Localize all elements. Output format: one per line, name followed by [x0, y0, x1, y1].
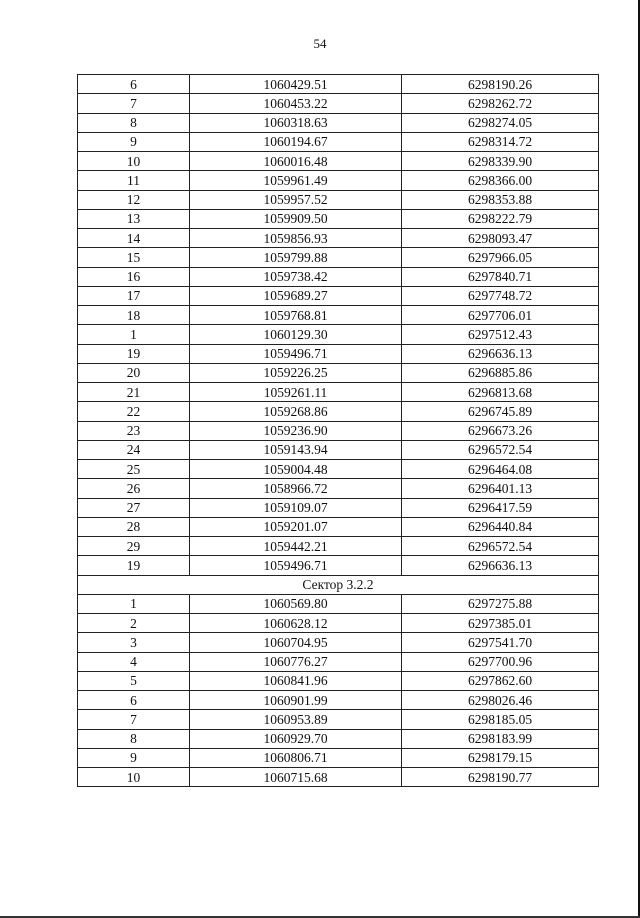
- point-number-cell: 22: [78, 402, 190, 421]
- table-row: [78, 479, 599, 498]
- point-number-cell: 1: [78, 325, 190, 344]
- table-row: [78, 460, 599, 479]
- table-row: [78, 229, 599, 248]
- section-title: Сектор 3.2.2: [78, 575, 599, 594]
- x-coordinate-cell: 1060628.12: [190, 614, 402, 633]
- x-coordinate-cell: 1060806.71: [190, 748, 402, 767]
- point-number-cell: 28: [78, 517, 190, 536]
- x-coordinate-cell: 1059957.52: [190, 190, 402, 209]
- table-row: [78, 691, 599, 710]
- x-coordinate-cell: 1060715.68: [190, 768, 402, 787]
- y-coordinate-cell: 6298093.47: [402, 229, 599, 248]
- y-coordinate-cell: 6297966.05: [402, 248, 599, 267]
- y-coordinate-cell: 6296673.26: [402, 421, 599, 440]
- table-row: [78, 267, 599, 286]
- point-number-cell: 1: [78, 594, 190, 613]
- point-number-cell: 17: [78, 286, 190, 305]
- point-number-cell: 3: [78, 633, 190, 652]
- y-coordinate-cell: 6298026.46: [402, 691, 599, 710]
- x-coordinate-cell: 1059856.93: [190, 229, 402, 248]
- y-coordinate-cell: 6296636.13: [402, 556, 599, 575]
- y-coordinate-cell: 6297862.60: [402, 671, 599, 690]
- x-coordinate-cell: 1059004.48: [190, 460, 402, 479]
- y-coordinate-cell: 6298179.15: [402, 748, 599, 767]
- x-coordinate-cell: 1059226.25: [190, 363, 402, 382]
- y-coordinate-cell: 6296440.84: [402, 517, 599, 536]
- y-coordinate-cell: 6296417.59: [402, 498, 599, 517]
- x-coordinate-cell: 1058966.72: [190, 479, 402, 498]
- y-coordinate-cell: 6298262.72: [402, 94, 599, 113]
- table-row: [78, 363, 599, 382]
- point-number-cell: 6: [78, 691, 190, 710]
- x-coordinate-cell: 1060453.22: [190, 94, 402, 113]
- point-number-cell: 21: [78, 383, 190, 402]
- point-number-cell: 24: [78, 440, 190, 459]
- x-coordinate-cell: 1060953.89: [190, 710, 402, 729]
- table-row: [78, 633, 599, 652]
- y-coordinate-cell: 6297385.01: [402, 614, 599, 633]
- x-coordinate-cell: 1059799.88: [190, 248, 402, 267]
- table-row: [78, 171, 599, 190]
- x-coordinate-cell: 1060129.30: [190, 325, 402, 344]
- table-row: [78, 594, 599, 613]
- y-coordinate-cell: 6298366.00: [402, 171, 599, 190]
- x-coordinate-cell: 1059109.07: [190, 498, 402, 517]
- table-row: [78, 94, 599, 113]
- table-row: [78, 614, 599, 633]
- x-coordinate-cell: 1059768.81: [190, 306, 402, 325]
- point-number-cell: 15: [78, 248, 190, 267]
- table-row: [78, 671, 599, 690]
- x-coordinate-cell: 1060569.80: [190, 594, 402, 613]
- table-row: [78, 440, 599, 459]
- section-header-group: [78, 575, 599, 594]
- x-coordinate-cell: 1059738.42: [190, 267, 402, 286]
- table-row: [78, 498, 599, 517]
- table-row: [78, 402, 599, 421]
- point-number-cell: 19: [78, 344, 190, 363]
- page-number: 54: [313, 36, 327, 51]
- table-row: [78, 729, 599, 748]
- x-coordinate-cell: 1059442.21: [190, 537, 402, 556]
- table-row: [78, 344, 599, 363]
- y-coordinate-cell: 6298339.90: [402, 152, 599, 171]
- point-number-cell: 4: [78, 652, 190, 671]
- point-number-cell: 6: [78, 75, 190, 94]
- table-row: [78, 190, 599, 209]
- x-coordinate-cell: 1060194.67: [190, 132, 402, 151]
- x-coordinate-cell: 1060016.48: [190, 152, 402, 171]
- x-coordinate-cell: 1060704.95: [190, 633, 402, 652]
- y-coordinate-cell: 6296745.89: [402, 402, 599, 421]
- point-number-cell: 9: [78, 132, 190, 151]
- table-row: [78, 209, 599, 228]
- point-number-cell: 2: [78, 614, 190, 633]
- y-coordinate-cell: 6296572.54: [402, 537, 599, 556]
- table-row: [78, 421, 599, 440]
- y-coordinate-cell: 6297700.96: [402, 652, 599, 671]
- x-coordinate-cell: 1059961.49: [190, 171, 402, 190]
- point-number-cell: 10: [78, 152, 190, 171]
- table-row: [78, 132, 599, 151]
- y-coordinate-cell: 6297706.01: [402, 306, 599, 325]
- table-row: [78, 768, 599, 787]
- y-coordinate-cell: 6296885.86: [402, 363, 599, 382]
- point-number-cell: 16: [78, 267, 190, 286]
- point-number-cell: 26: [78, 479, 190, 498]
- point-number-cell: 5: [78, 671, 190, 690]
- x-coordinate-cell: 1059236.90: [190, 421, 402, 440]
- y-coordinate-cell: 6296572.54: [402, 440, 599, 459]
- x-coordinate-cell: 1059496.71: [190, 344, 402, 363]
- point-number-cell: 9: [78, 748, 190, 767]
- table-row: [78, 113, 599, 132]
- point-number-cell: 23: [78, 421, 190, 440]
- point-number-cell: 13: [78, 209, 190, 228]
- x-coordinate-cell: 1059909.50: [190, 209, 402, 228]
- y-coordinate-cell: 6296813.68: [402, 383, 599, 402]
- y-coordinate-cell: 6298314.72: [402, 132, 599, 151]
- coordinates-table-body-bottom: [78, 594, 599, 787]
- point-number-cell: 7: [78, 94, 190, 113]
- y-coordinate-cell: 6297275.88: [402, 594, 599, 613]
- x-coordinate-cell: 1060776.27: [190, 652, 402, 671]
- point-number-cell: 11: [78, 171, 190, 190]
- table-row: [78, 556, 599, 575]
- y-coordinate-cell: 6298353.88: [402, 190, 599, 209]
- point-number-cell: 10: [78, 768, 190, 787]
- y-coordinate-cell: 6298185.05: [402, 710, 599, 729]
- y-coordinate-cell: 6296464.08: [402, 460, 599, 479]
- table-row: [78, 152, 599, 171]
- y-coordinate-cell: 6296636.13: [402, 344, 599, 363]
- point-number-cell: 27: [78, 498, 190, 517]
- table-row: [78, 75, 599, 94]
- y-coordinate-cell: 6298190.77: [402, 768, 599, 787]
- y-coordinate-cell: 6297541.70: [402, 633, 599, 652]
- y-coordinate-cell: 6298183.99: [402, 729, 599, 748]
- point-number-cell: 14: [78, 229, 190, 248]
- point-number-cell: 19: [78, 556, 190, 575]
- coordinates-table: [77, 74, 599, 787]
- point-number-cell: 29: [78, 537, 190, 556]
- point-number-cell: 8: [78, 113, 190, 132]
- x-coordinate-cell: 1059143.94: [190, 440, 402, 459]
- table-row: [78, 248, 599, 267]
- y-coordinate-cell: 6297840.71: [402, 267, 599, 286]
- table-row: [78, 383, 599, 402]
- y-coordinate-cell: 6297512.43: [402, 325, 599, 344]
- point-number-cell: 25: [78, 460, 190, 479]
- y-coordinate-cell: 6298190.26: [402, 75, 599, 94]
- x-coordinate-cell: 1060841.96: [190, 671, 402, 690]
- table-row: [78, 325, 599, 344]
- x-coordinate-cell: 1060901.99: [190, 691, 402, 710]
- x-coordinate-cell: 1059496.71: [190, 556, 402, 575]
- table-row: [78, 710, 599, 729]
- x-coordinate-cell: 1060929.70: [190, 729, 402, 748]
- y-coordinate-cell: 6297748.72: [402, 286, 599, 305]
- table-row: [78, 537, 599, 556]
- x-coordinate-cell: 1059689.27: [190, 286, 402, 305]
- point-number-cell: 7: [78, 710, 190, 729]
- point-number-cell: 8: [78, 729, 190, 748]
- point-number-cell: 20: [78, 363, 190, 382]
- x-coordinate-cell: 1060318.63: [190, 113, 402, 132]
- y-coordinate-cell: 6298222.79: [402, 209, 599, 228]
- table-row: [78, 286, 599, 305]
- table-row: [78, 517, 599, 536]
- x-coordinate-cell: 1059268.86: [190, 402, 402, 421]
- x-coordinate-cell: 1059201.07: [190, 517, 402, 536]
- coordinates-table-body-top: [78, 75, 599, 576]
- y-coordinate-cell: 6296401.13: [402, 479, 599, 498]
- x-coordinate-cell: 1059261.11: [190, 383, 402, 402]
- x-coordinate-cell: 1060429.51: [190, 75, 402, 94]
- table-row: [78, 652, 599, 671]
- table-row: [78, 306, 599, 325]
- y-coordinate-cell: 6298274.05: [402, 113, 599, 132]
- section-header-row: [78, 575, 599, 594]
- point-number-cell: 18: [78, 306, 190, 325]
- table-row: [78, 748, 599, 767]
- point-number-cell: 12: [78, 190, 190, 209]
